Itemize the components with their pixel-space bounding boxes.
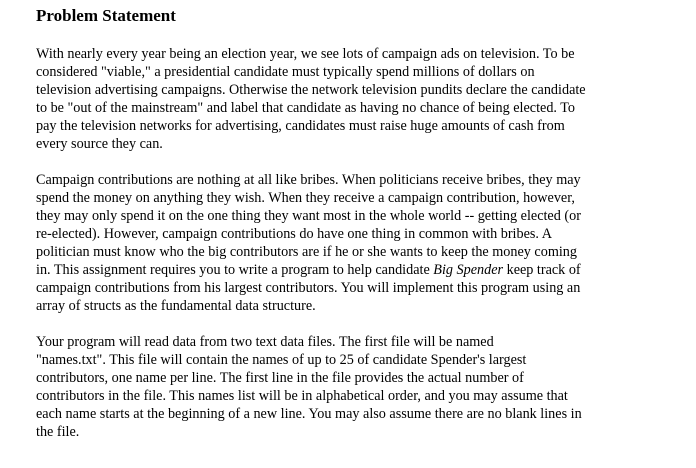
text-line: each name starts at the beginning of a new line. You may also assume there are no blank lines in <box>36 406 582 422</box>
text-line-with-emphasis <box>36 261 656 279</box>
text-line: Your program will read data from two text data files. The first file will be named <box>36 334 494 350</box>
text-line: re-elected). However, campaign contributions do have one thing in common with bribes. A <box>36 226 552 242</box>
text-line: array of structs as the fundamental data structure. <box>36 298 316 314</box>
text-line: "names.txt". This file will contain the names of up to 25 of candidate Spender's largest <box>36 352 527 368</box>
text-line: contributors in the file. This names list will be in alphabetical order, and you may assume that <box>36 388 568 404</box>
text-run: in. This assignment requires you to write a program to help candidate <box>36 262 434 278</box>
paragraph-2 <box>36 171 656 315</box>
text-line: every source they can. <box>36 136 163 152</box>
text-line: spend the money on anything they wish. When they receive a campaign contribution, however, <box>36 190 575 206</box>
text-run: keep track of <box>503 262 581 278</box>
text-line: the file. <box>36 424 80 440</box>
text-line: With nearly every year being an election year, we see lots of campaign ads on television. To be <box>36 46 575 62</box>
text-line: pay the television networks for advertising, candidates must raise huge amounts of cash from <box>36 118 565 134</box>
text-line: they may only spend it on the one thing they want most in the whole world -- getting elected (or <box>36 208 581 224</box>
paragraph-1 <box>36 45 656 153</box>
text-line: to be "out of the mainstream" and label that candidate as having no chance of being elected. To <box>36 100 576 116</box>
candidate-name-emphasis: Big Spender <box>433 262 504 278</box>
text-line: television advertising campaigns. Otherwise the network television pundits declare the candidate <box>36 82 586 98</box>
text-line: campaign contributions from his largest contributors. You will implement this program using an <box>36 280 581 296</box>
text-line: politician must know who the big contributors are if he or she wants to keep the money coming <box>36 244 577 260</box>
section-heading: Problem Statement <box>36 6 176 25</box>
text-line: contributors, one name per line. The first line in the file provides the actual number of <box>36 370 524 386</box>
text-line: considered "viable," a presidential candidate must typically spend millions of dollars on <box>36 64 535 80</box>
paragraph-3 <box>36 333 656 441</box>
text-line: Campaign contributions are nothing at all like bribes. When politicians receive bribes, they may <box>36 172 581 188</box>
